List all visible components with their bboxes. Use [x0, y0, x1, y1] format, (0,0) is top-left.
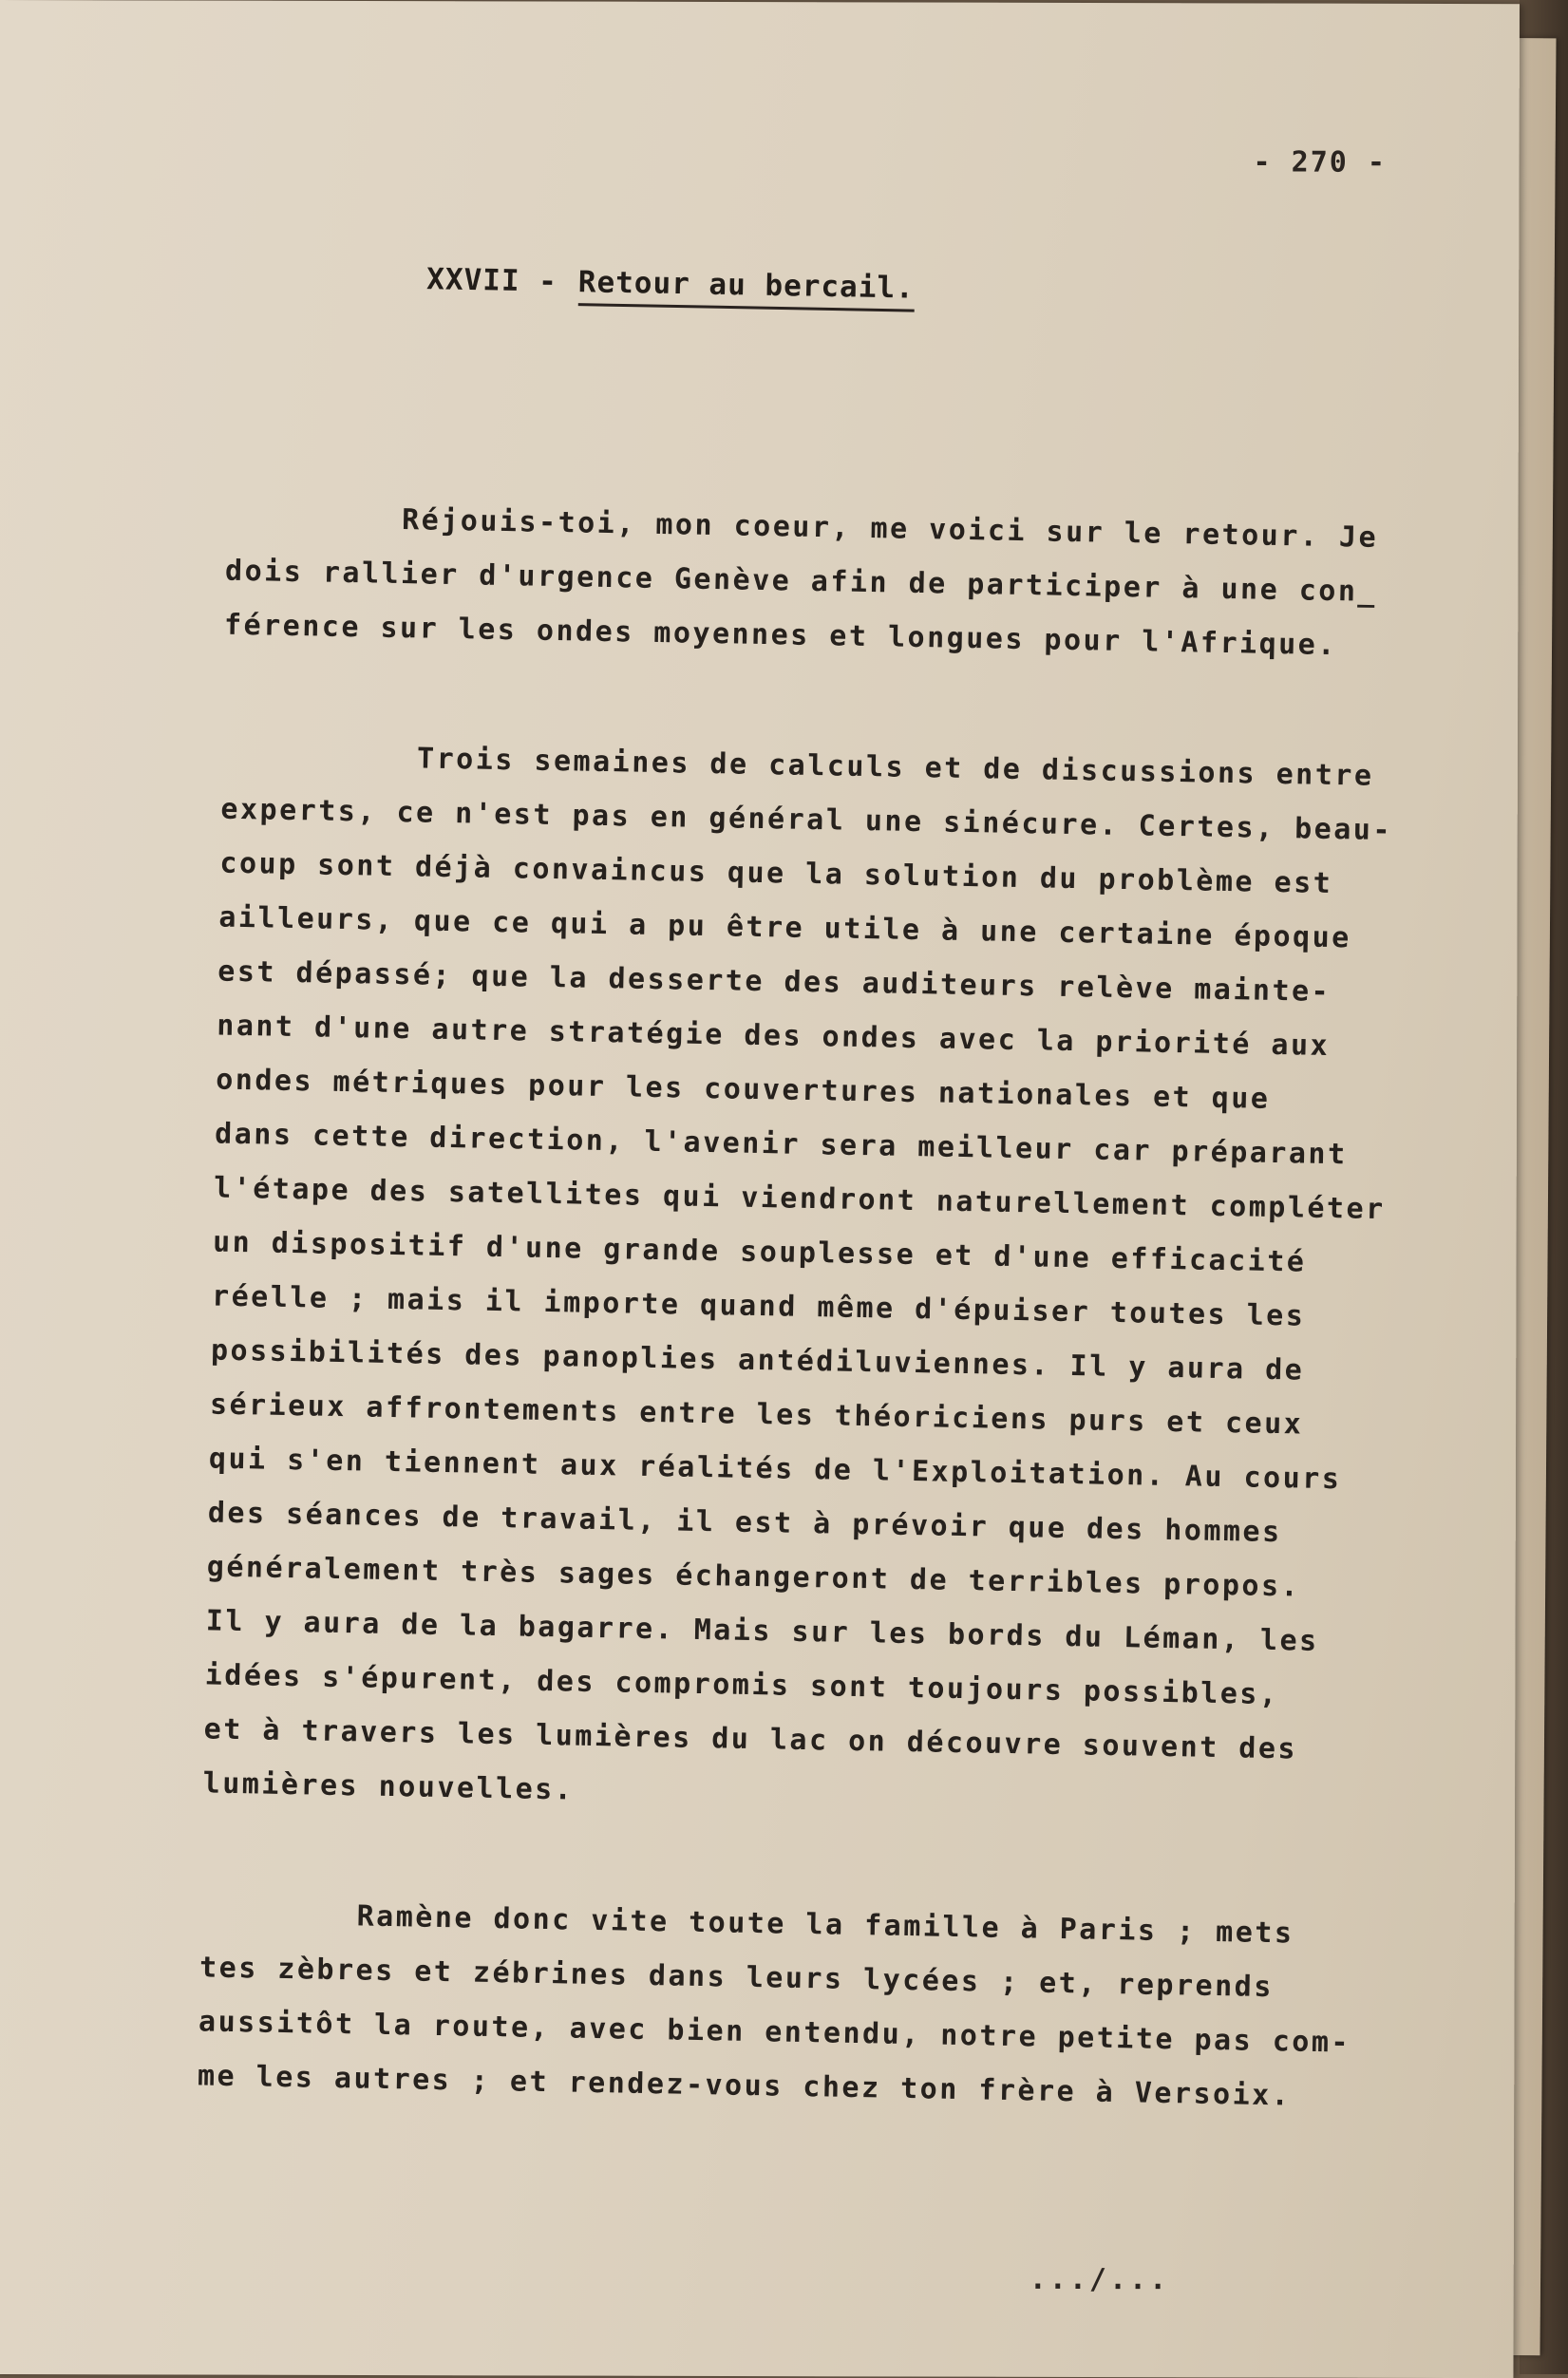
text-line: l'étape des satellites qui viendront naturellement compléter [213, 1171, 1386, 1227]
text-line: lumières nouvelles. [202, 1766, 575, 1807]
text-line: Ramène donc vite toute la famille à Paris ; mets [199, 1897, 1294, 1951]
text-line: sérieux affrontements entre les théoriciens purs et ceux [209, 1387, 1304, 1442]
text-line: est dépassé; que la desserte des auditeurs relève mainte- [217, 954, 1332, 1010]
text-line: Réjouis-toi, mon coeur, me voici sur le retour. Je [225, 500, 1379, 555]
text-line: généralement très sages échangeront de terribles propos. [206, 1550, 1301, 1604]
text-line: nant d'une autre stratégie des ondes avec la priorité aux [216, 1009, 1331, 1064]
chapter-heading [426, 262, 915, 305]
text-line: dois rallier d'urgence Genève afin de participer à une con_ [224, 554, 1378, 609]
paragraph [202, 728, 1457, 1834]
text-line: qui s'en tiennent aux réalités de l'Exploitation. Au cours [208, 1442, 1342, 1497]
text-line: Trois semaines de calculs et de discussions entre [221, 738, 1374, 793]
paragraph [224, 490, 1462, 675]
text-line: férence sur les ondes moyennes et longues pour l'Afrique. [223, 608, 1338, 663]
body-text [198, 490, 1462, 2126]
text-line: Il y aura de la bagarre. Mais sur les bords du Léman, les [205, 1604, 1319, 1658]
text-line: possibilités des panoplies antédiluviennes. Il y aura de [210, 1333, 1305, 1387]
paragraph [198, 1886, 1436, 2125]
text-line: réelle ; mais il importe quand même d'épuiser toutes les [211, 1279, 1306, 1333]
text-line: des séances de travail, il est à prévoir que des hommes [207, 1496, 1282, 1550]
text-line: ondes métriques pour les couvertures nationales et que [215, 1063, 1271, 1116]
text-line: et à travers les lumières du lac on découvre souvent des [203, 1712, 1298, 1766]
text-line: me les autres ; et rendez-vous chez ton frère à Versoix. [197, 2059, 1292, 2113]
text-line: idées s'épurent, des compromis sont toujours possibles, [204, 1658, 1279, 1712]
bleed-through-text [171, 104, 1406, 107]
chapter-number: XXVII - [425, 262, 558, 299]
text-line: ailleurs, que ce qui a pu être utile à une certaine époque [218, 900, 1352, 955]
text-line: experts, ce n'est pas en général une sinécure. Certes, beau- [220, 792, 1393, 848]
text-line: dans cette direction, l'avenir sera meilleur car préparant [214, 1117, 1348, 1172]
continuation-mark: .../... [1029, 2262, 1170, 2297]
text-line: aussitôt la route, avec bien entendu, notre petite pas com- [198, 2005, 1351, 2060]
page-number: - 270 - [1253, 145, 1388, 179]
chapter-title: Retour au bercail. [577, 265, 915, 311]
text-line: un dispositif d'une grande souplesse et d'une efficacité [212, 1225, 1307, 1279]
text-line: coup sont déjà convaincus que la solution du problème est [219, 846, 1333, 901]
text-line: tes zèbres et zébrines dans leurs lycées ; et, reprends [198, 1951, 1275, 2005]
